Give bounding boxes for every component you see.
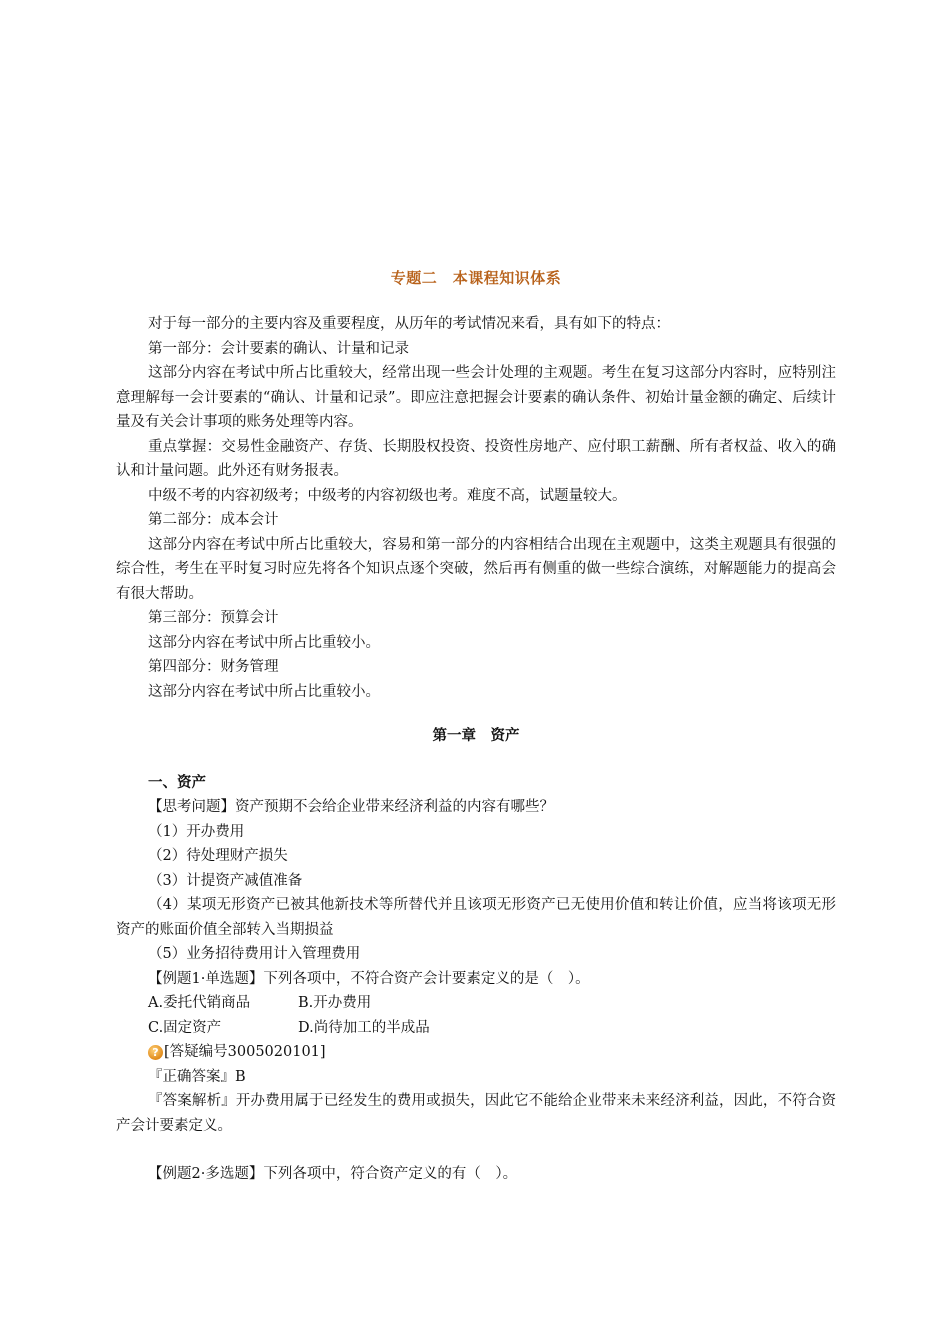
example2-question: 【例题2·多选题】下列各项中，符合资产定义的有（ ）。 bbox=[148, 1166, 518, 1182]
part-four-description: 这部分内容在考试中所占比重较小。 bbox=[148, 683, 380, 700]
option-b: B.开办费用 bbox=[298, 995, 372, 1011]
option-a: A.委托代销商品 bbox=[148, 995, 251, 1011]
intro-paragraph: 对于每一部分的主要内容及重要程度，从历年的考试情况来看，具有如下的特点： bbox=[148, 316, 670, 332]
spacer bbox=[116, 1138, 836, 1162]
think-item: （1）开办费用 bbox=[148, 823, 245, 840]
think-question: 【思考问题】资产预期不会给企业带来经济利益的内容有哪些？ bbox=[148, 799, 554, 815]
correct-answer: 『正确答案』B bbox=[148, 1068, 246, 1085]
chapter-title: 第一章 资产 bbox=[432, 728, 520, 744]
think-item: （4）某项无形资产已被其他新技术等所替代并且该项无形资产已无使用价值和转让价值，应当将该项无形资产的账面价值全部转入当期损益 bbox=[116, 897, 836, 938]
part-two-heading: 第二部分：成本会计 bbox=[148, 512, 279, 528]
option-c: C.固定资产 bbox=[148, 1019, 222, 1036]
qa-number[interactable]: [答疑编号3005020101] bbox=[164, 1044, 326, 1060]
example1-options-row bbox=[116, 991, 836, 1016]
level-note-paragraph: 中级不考的内容初级考；中级考的内容初级也考。难度不高，试题量较大。 bbox=[148, 487, 627, 504]
document-page bbox=[116, 262, 836, 1187]
answer-analysis: 『答案解析』开办费用属于已经发生的费用或损失，因此它不能给企业带来未来经济利益，因此，不符合资产会计要素定义。 bbox=[116, 1093, 836, 1134]
part-four-heading: 第四部分：财务管理 bbox=[148, 659, 279, 675]
question-mark-icon[interactable]: ? bbox=[148, 1045, 163, 1060]
part-one-heading: 第一部分：会计要素的确认、计量和记录 bbox=[148, 340, 409, 357]
think-item: （3）计提资产减值准备 bbox=[148, 872, 303, 889]
option-d: D.尚待加工的半成品 bbox=[298, 1019, 430, 1036]
qa-number-row[interactable] bbox=[116, 1040, 836, 1065]
example1-question: 【例题1·单选题】下列各项中，不符合资产会计要素定义的是（ ）。 bbox=[148, 970, 590, 987]
part-three-heading: 第三部分：预算会计 bbox=[148, 610, 279, 626]
section-title: 专题二 本课程知识体系 bbox=[390, 269, 562, 287]
example1-options-row bbox=[116, 1016, 836, 1041]
part-three-description: 这部分内容在考试中所占比重较小。 bbox=[148, 634, 380, 651]
part-one-description: 这部分内容在考试中所占比重较大，经常出现一些会计处理的主观题。考生在复习这部分内容时，应特别注意理解每一会计要素的“确认、计量和记录”。即应注意把握会计要素的确认条件、初始计量金额的确定、后续计量及有关会计事项的账务处理等内容。 bbox=[116, 365, 836, 430]
subsection-heading: 一、资产 bbox=[148, 775, 206, 791]
part-two-description: 这部分内容在考试中所占比重较大，容易和第一部分的内容相结合出现在主观题中，这类主观题具有很强的综合性，考生在平时复习时应先将各个知识点逐个突破，然后再有侧重的做一些综合演练，对解题能力的提高会有很大帮助。 bbox=[116, 536, 836, 602]
key-points-paragraph: 重点掌握：交易性金融资产、存货、长期股权投资、投资性房地产、应付职工薪酬、所有者权益、收入的确认和计量问题。此外还有财务报表。 bbox=[116, 438, 836, 479]
think-item: （5）业务招待费用计入管理费用 bbox=[148, 946, 361, 962]
think-item: （2）待处理财产损失 bbox=[148, 848, 288, 864]
